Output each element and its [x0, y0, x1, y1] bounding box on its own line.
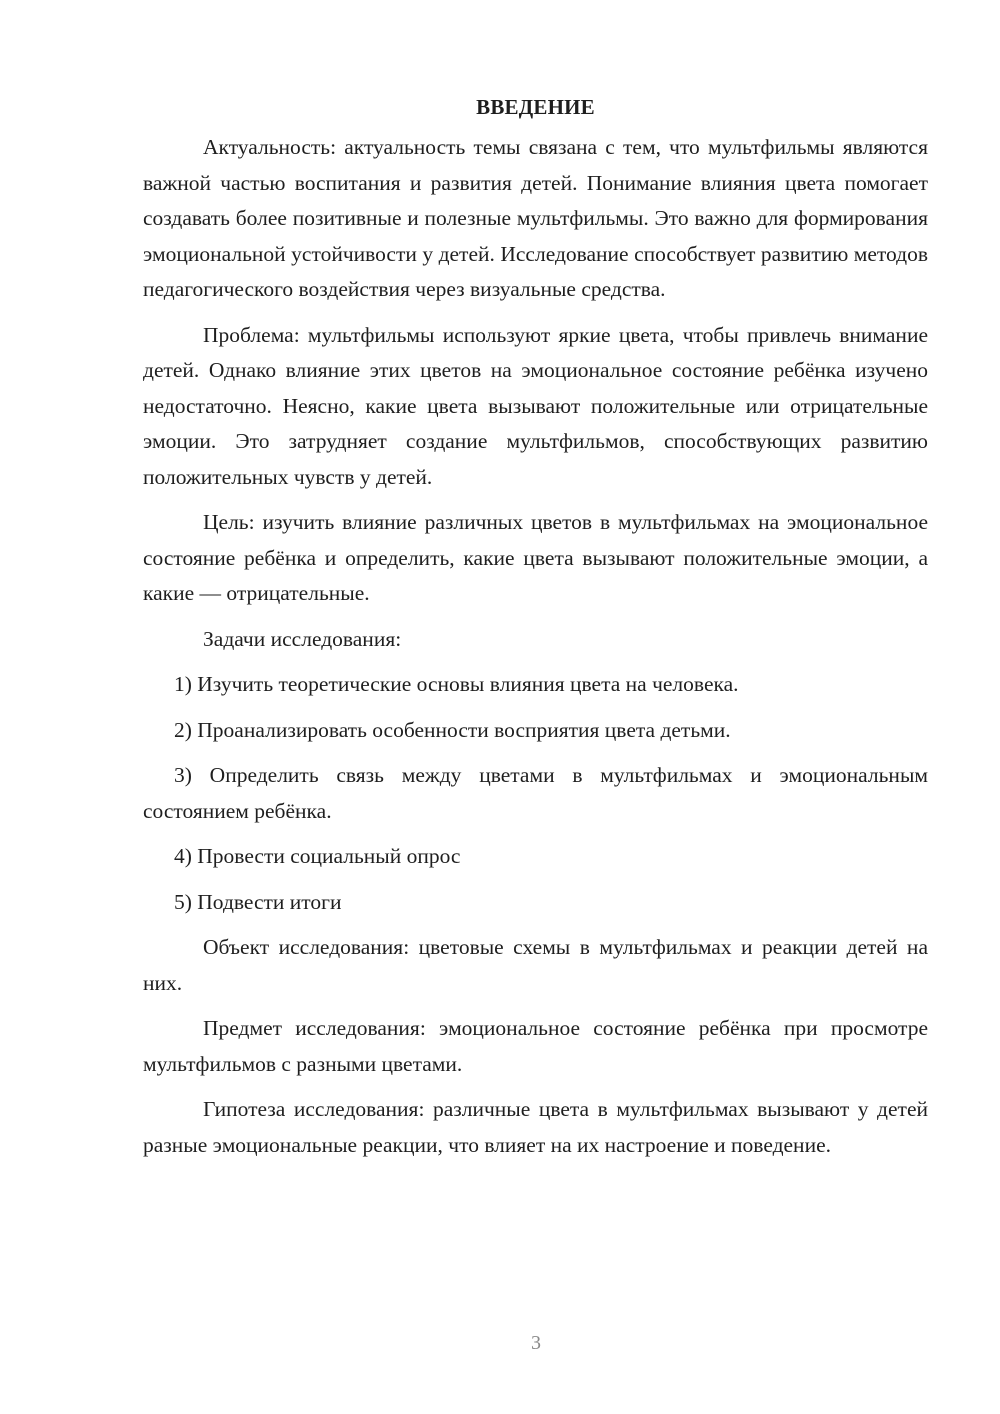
- task-item: 3) Определить связь между цветами в мультфильмах и эмоциональным состоянием ребёнка.: [143, 763, 928, 823]
- task-item: 4) Провести социальный опрос: [174, 844, 461, 868]
- document-body: [143, 92, 928, 1173]
- problem-paragraph: Проблема: мультфильмы используют яркие цвета, чтобы привлечь внимание детей. Однако влияние этих цветов на эмоциональное состояние ребёнка изучено недостаточно. Неясно, какие цвета вызывают положительные или отрицательные эмоции. Это затрудняет создание мультфильмов, способствующих развитию положительных чувств у детей.: [143, 322, 928, 489]
- task-item: 2) Проанализировать особенности восприятия цвета детьми.: [174, 717, 731, 742]
- task-item: 5) Подвести итоги: [174, 889, 342, 914]
- tasks-heading: Задачи исследования:: [203, 626, 402, 651]
- goal-paragraph: Цель: изучить влияние различных цветов в мультфильмах на эмоциональное состояние ребёнка и определить, какие цвета вызывают положительные эмоции, а какие — отрицательные.: [143, 510, 928, 605]
- hypothesis-paragraph: Гипотеза исследования: различные цвета в мультфильмах вызывают у детей разные эмоциональные реакции, что влияет на их настроение и поведение.: [143, 1097, 928, 1157]
- subject-paragraph: Предмет исследования: эмоциональное состояние ребёнка при просмотре мультфильмов с разными цветами.: [143, 1016, 928, 1076]
- document-title: ВВЕДЕНИЕ: [476, 95, 595, 119]
- relevance-paragraph: Актуальность: актуальность темы связана с тем, что мультфильмы являются важной частью воспитания и развития детей. Понимание влияния цвета помогает создавать более позитивные и полезные мультфильмы. Это важно для формирования эмоциональной устойчивости у детей. Исследование способствует развитию методов педагогического воздействия через визуальные средства.: [143, 135, 928, 301]
- task-item: 1) Изучить теоретические основы влияния цвета на человека.: [174, 672, 739, 696]
- page-number: 3: [531, 1332, 541, 1354]
- object-paragraph: Объект исследования: цветовые схемы в мультфильмах и реакции детей на них.: [143, 935, 928, 995]
